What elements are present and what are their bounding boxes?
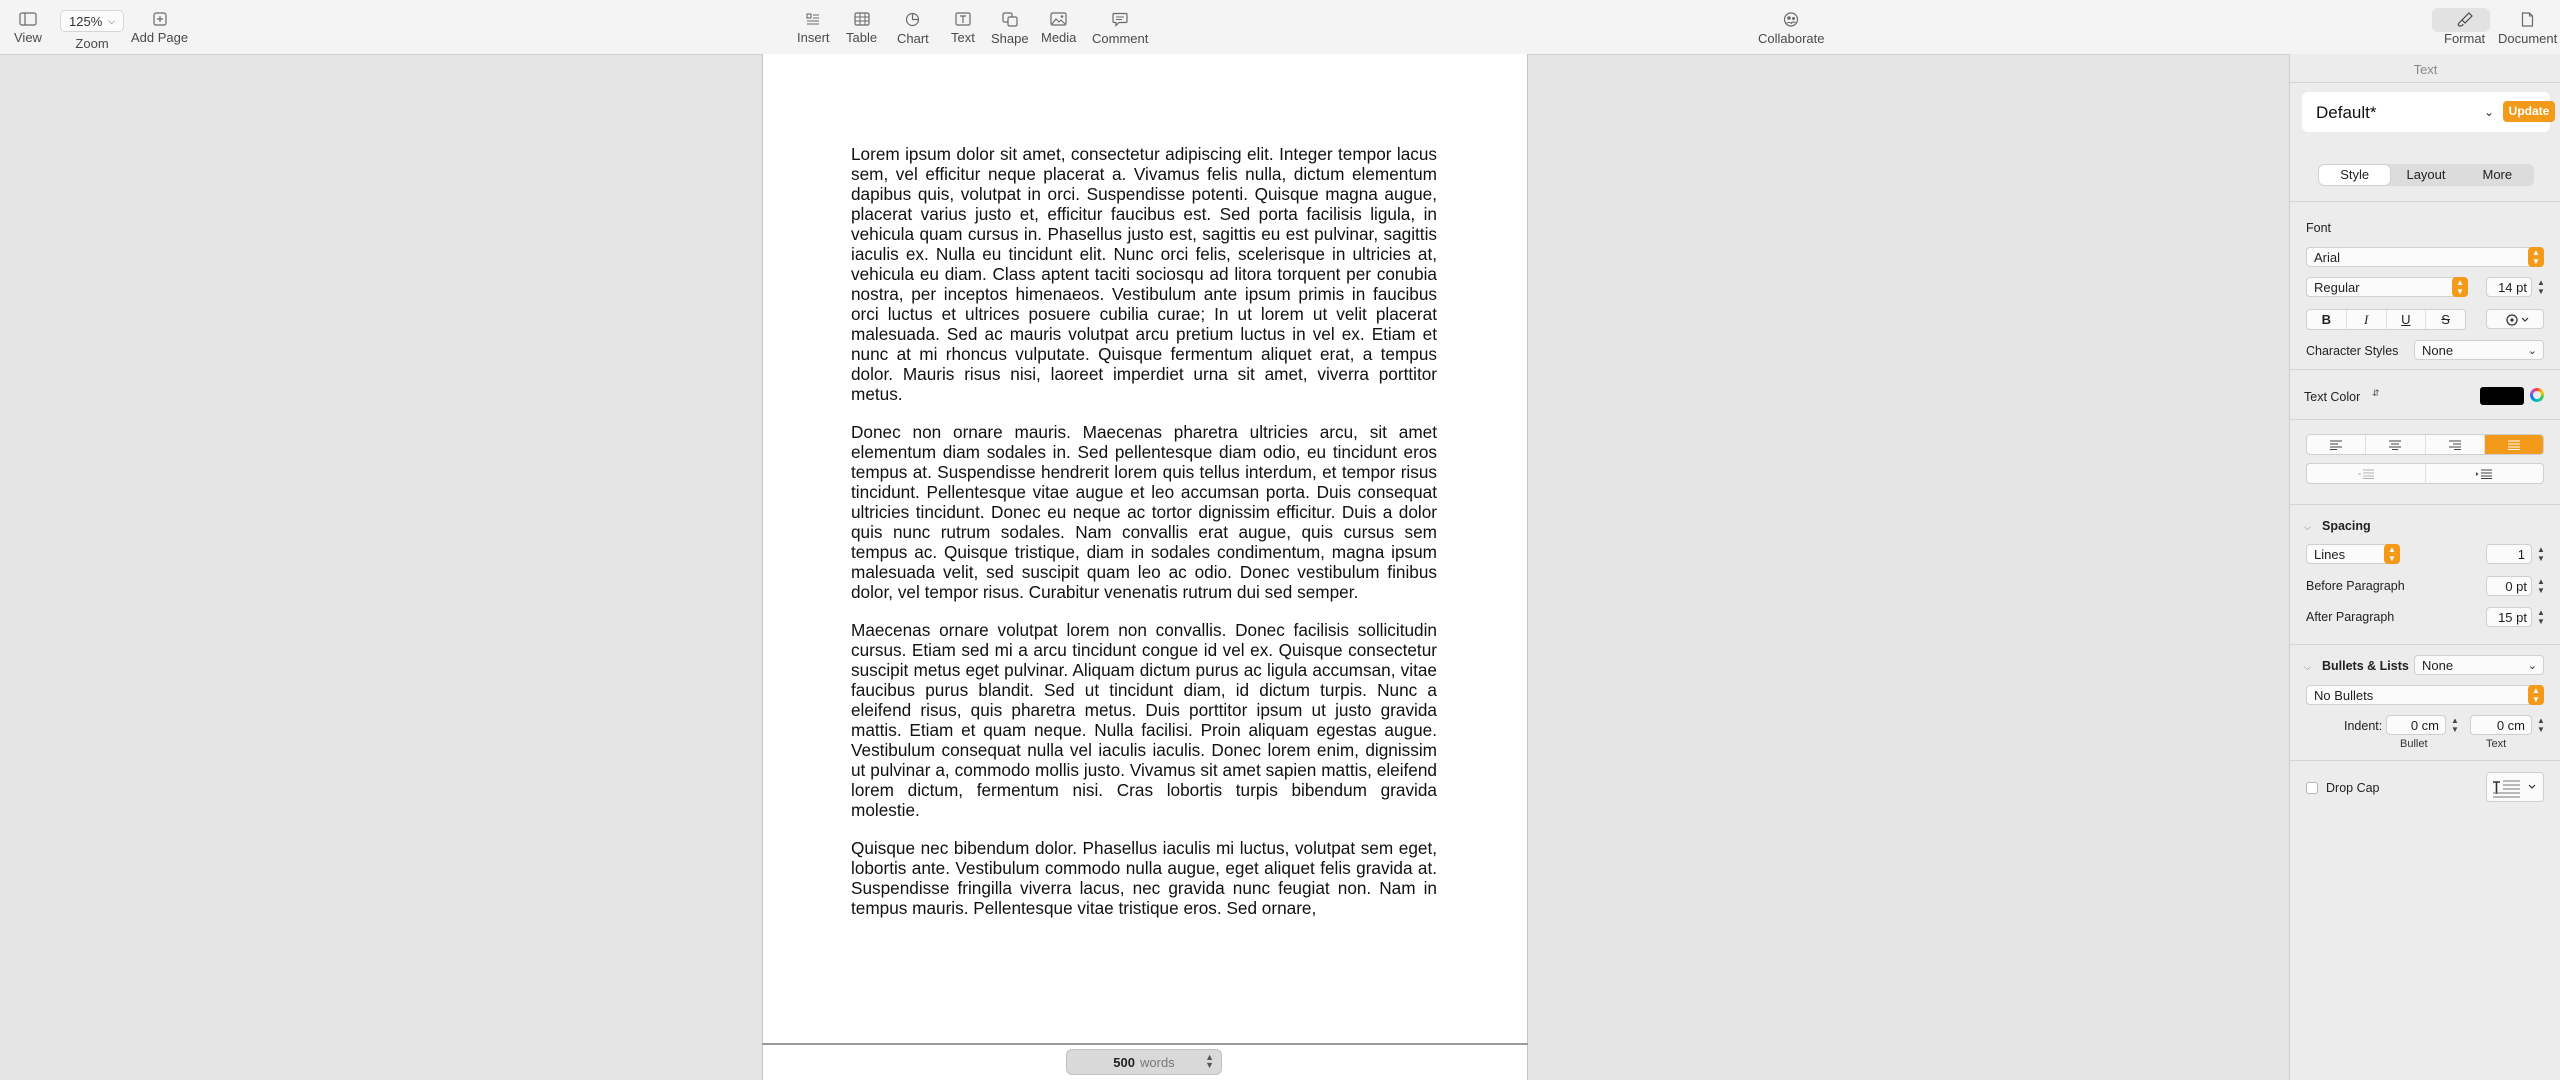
shape-icon — [1002, 12, 1018, 27]
text-color-label[interactable]: Text Color — [2304, 390, 2361, 404]
text-box-icon — [955, 12, 971, 26]
font-family-select[interactable] — [2306, 247, 2544, 267]
bullet-indent-stepper[interactable]: ▲ ▼ — [2451, 716, 2459, 734]
format-label: Format — [2444, 31, 2486, 46]
line-spacing-field[interactable] — [2486, 544, 2532, 564]
justify-icon — [2507, 440, 2521, 450]
before-paragraph-value: 0 pt — [2505, 579, 2527, 594]
font-style-value: Regular — [2314, 280, 2360, 295]
before-paragraph-label: Before Paragraph — [2306, 579, 2405, 593]
bullet-type-value: No Bullets — [2314, 688, 2374, 703]
align-right-icon — [2448, 440, 2462, 450]
before-paragraph-stepper[interactable]: ▲ ▼ — [2537, 577, 2545, 595]
underline-button[interactable]: U — [2387, 310, 2427, 329]
select-chevron-icon: ▲ ▼ — [2452, 277, 2468, 297]
word-count-popup[interactable] — [1066, 1049, 1222, 1075]
after-paragraph-stepper[interactable]: ▲ ▼ — [2537, 608, 2545, 626]
bullet-indent-value: 0 cm — [2410, 718, 2439, 733]
bullet-indent-field[interactable] — [2386, 715, 2446, 735]
spacing-section-label[interactable]: Spacing — [2322, 519, 2371, 533]
paragraph[interactable]: Quisque nec bibendum dolor. Phasellus iaculis mi luctus, volutpat sem eget, lobortis ante. Vestibulum commodo nulla augue, eget aliquet felis gravida at. Suspendisse fringilla viverra lacus, nec gravida nunc feugiat non. Nam in tempus mauris. Pellentesque vitae tristique eros. Sed ornare, — [851, 838, 1437, 918]
italic-button[interactable]: I — [2347, 310, 2387, 329]
tab-style[interactable]: Style — [2319, 165, 2390, 185]
font-size-value: 14 pt — [2498, 280, 2527, 295]
drop-cap-icon — [2487, 773, 2543, 801]
comment-label: Comment — [1092, 31, 1149, 46]
font-style-select[interactable] — [2306, 277, 2468, 297]
chevron-down-icon: ⌄ — [2527, 345, 2537, 357]
photo-icon — [1050, 12, 1067, 26]
collaborate-button[interactable] — [1758, 12, 1825, 46]
inspector-tabs — [2318, 164, 2534, 186]
table-icon — [854, 12, 870, 26]
sidebar-icon — [19, 12, 37, 26]
zoom-value: 125% — [69, 13, 103, 29]
align-right-button[interactable] — [2426, 435, 2485, 454]
bullet-caption: Bullet — [2400, 738, 2428, 750]
chevron-down-icon[interactable]: ⌵ — [2304, 662, 2311, 672]
zoom-label: Zoom — [75, 36, 109, 51]
text-indent-field[interactable] — [2470, 715, 2532, 735]
chevron-down-icon: ⌵ — [108, 15, 116, 26]
align-center-button[interactable] — [2366, 435, 2425, 454]
spacing-mode-value: Lines — [2314, 547, 2346, 562]
view-button[interactable] — [14, 12, 42, 45]
select-chevron-icon: ▲ ▼ — [2528, 247, 2544, 267]
up-down-chevron-icon[interactable]: ⇵ — [2372, 388, 2380, 398]
divider — [2290, 760, 2560, 761]
drop-cap-style-button[interactable] — [2486, 772, 2544, 802]
text-button[interactable] — [951, 12, 975, 45]
align-center-icon — [2388, 440, 2402, 450]
gear-icon — [2503, 311, 2533, 329]
chart-button[interactable] — [897, 12, 929, 46]
character-styles-select[interactable] — [2414, 340, 2544, 360]
text-options-button[interactable] — [2486, 309, 2544, 329]
divider — [2290, 201, 2560, 202]
paragraph-style-name[interactable]: Default* — [2316, 103, 2377, 122]
update-style-button[interactable]: Update — [2503, 101, 2555, 122]
bullet-type-select[interactable] — [2306, 685, 2544, 705]
zoom-dropdown[interactable] — [60, 10, 124, 32]
text-caption: Text — [2486, 738, 2507, 750]
up-down-chevron-icon: ▲ ▼ — [1205, 1052, 1214, 1070]
bullets-lists-label[interactable]: Bullets & Lists — [2322, 659, 2409, 673]
paragraph-style-card — [2302, 92, 2550, 132]
document-icon — [2521, 12, 2534, 27]
font-section-label: Font — [2306, 221, 2332, 235]
character-styles-value: None — [2422, 343, 2454, 358]
paintbrush-icon — [2457, 12, 2473, 27]
comment-icon — [1112, 12, 1128, 27]
document-label: Document — [2498, 31, 2558, 46]
media-label: Media — [1041, 30, 1077, 45]
word-count-value: 500 — [1113, 1054, 1135, 1070]
chart-label: Chart — [897, 31, 929, 46]
list-style-select[interactable] — [2414, 655, 2544, 675]
divider — [2290, 82, 2560, 83]
bold-button[interactable]: B — [2307, 310, 2347, 329]
justify-button[interactable] — [2485, 435, 2543, 454]
align-left-icon — [2329, 440, 2343, 450]
inspector-title: Text — [2413, 62, 2438, 77]
view-label: View — [14, 30, 42, 45]
insert-button[interactable] — [797, 12, 830, 45]
tab-layout[interactable]: Layout — [2406, 167, 2446, 182]
paragraph-insert-icon — [805, 12, 821, 26]
document-button[interactable] — [2498, 12, 2557, 46]
select-chevron-icon: ▲ ▼ — [2384, 544, 2400, 564]
table-button[interactable] — [846, 12, 877, 45]
line-spacing-stepper[interactable]: ▲ ▼ — [2537, 545, 2545, 563]
divider — [2290, 419, 2560, 420]
insert-label: Insert — [797, 30, 830, 45]
shape-button[interactable] — [991, 12, 1029, 46]
format-inspector — [2289, 54, 2560, 1080]
media-button[interactable] — [1041, 12, 1076, 45]
shape-label: Shape — [991, 31, 1029, 46]
align-left-button[interactable] — [2307, 435, 2366, 454]
indent-label: Indent: — [2344, 719, 2383, 733]
chart-icon — [905, 12, 920, 27]
document-body[interactable] — [851, 144, 1437, 936]
after-paragraph-value: 15 pt — [2498, 610, 2527, 625]
chevron-down-icon[interactable]: ⌵ — [2304, 522, 2311, 532]
word-count-unit: words — [1140, 1054, 1175, 1070]
list-style-value: None — [2422, 658, 2454, 673]
tab-more[interactable]: More — [2482, 167, 2513, 182]
chevron-down-icon: ⌄ — [2527, 660, 2537, 672]
toolbar — [0, 0, 2560, 55]
table-label: Table — [846, 30, 878, 45]
paragraph[interactable]: Lorem ipsum dolor sit amet, consectetur adipiscing elit. Integer tempor lacus sem, vel efficitur neque placerat a. Vivamus felis nulla, dictum elementum dapibus quis, volutpat in orci. Suspendisse potenti. Quisque magna augue, placerat varius justo et, efficitur faucibus est. Sed porta facilisis ligula, in vehicula quam cursus in. Phasellus justo est, sagittis eu est pulvinar, sagittis iaculis ex. Nulla eu tincidunt elit. Nunc orci felis, scelerisque in ultricies at, vehicula eu diam. Class aptent taciti sociosqu ad litora torquent per conubia nostra, per inceptos himenaeos. Vestibulum ante ipsum primis in faucibus orci luctus et ultrices posuere cubilia curae; In ut lorem ut velit placerat malesuada. Sed ac mauris volutpat arcu pretium luctus in vel ex. Etiam et nunc at mi rhoncus vulputate. Quisque fermentum aliquet erat, a tempus dolor. Mauris risus nisi, laoreet imperdiet urna sit amet, viverra porttitor metus. — [851, 144, 1437, 404]
spacing-mode-select[interactable] — [2306, 544, 2400, 564]
select-chevron-icon: ▲ ▼ — [2528, 685, 2544, 705]
color-wheel-icon[interactable] — [2530, 388, 2544, 402]
paragraph[interactable]: Maecenas ornare volutpat lorem non convallis. Donec facilisis sollicitudin cursus. Etiam sed mi a arcu tincidunt congue id vel ex. Quisque consectetur suscipit metus eget pulvinar. Aliquam dictum purus ac ligula accumsan, vitae faucibus purus blandit. Sed ut tincidunt diam, id dictum turpis. Nunc a eleifend risus, quis pharetra metus. Duis porttitor ipsum ut justo gravida mattis. Etiam et quam neque. Nulla facilisi. Proin aliquam egestas augue. Vestibulum consequat nulla vel iaculis iaculis. Donec lorem enim, dignissim ut pulvinar a, commodo mollis justo. Vivamus sit amet sapien mattis, eleifend lorem dictum, fermentum nisi. Cras lobortis turpis bibendum gravida molestie. — [851, 620, 1437, 820]
collaborate-icon — [1782, 12, 1800, 27]
line-spacing-value: 1 — [2517, 547, 2525, 562]
add-page-button[interactable] — [131, 12, 188, 45]
font-size-field[interactable] — [2486, 277, 2532, 297]
text-label: Text — [951, 30, 975, 45]
increase-indent-button[interactable] — [2426, 464, 2544, 483]
indent-icon — [2475, 469, 2493, 479]
after-paragraph-label: After Paragraph — [2306, 610, 2395, 624]
zoom-control[interactable] — [60, 10, 124, 51]
font-family-value: Arial — [2314, 250, 2341, 265]
alignment-buttons — [2306, 434, 2544, 455]
divider — [2290, 369, 2560, 370]
text-style-buttons — [2306, 309, 2466, 330]
text-indent-value: 0 cm — [2496, 718, 2525, 733]
drop-cap-checkbox[interactable] — [2306, 782, 2318, 794]
divider — [2290, 504, 2560, 505]
text-color-swatch[interactable] — [2480, 387, 2524, 405]
font-size-stepper[interactable]: ▲ ▼ — [2537, 278, 2545, 296]
drop-cap-label: Drop Cap — [2326, 781, 2380, 795]
strikethrough-button[interactable]: S — [2441, 312, 2450, 327]
format-button[interactable] — [2444, 12, 2485, 46]
outdent-icon — [2357, 469, 2375, 479]
indent-buttons — [2306, 463, 2544, 484]
chevron-down-icon[interactable]: ⌄ — [2484, 105, 2495, 119]
add-page-label: Add Page — [131, 30, 189, 45]
collaborate-label: Collaborate — [1758, 31, 1825, 46]
comment-button[interactable] — [1092, 12, 1148, 46]
after-paragraph-field[interactable] — [2486, 607, 2532, 627]
divider — [2290, 644, 2560, 645]
decrease-indent-button[interactable] — [2307, 464, 2426, 483]
text-indent-stepper[interactable]: ▲ ▼ — [2537, 716, 2545, 734]
character-styles-label: Character Styles — [2306, 344, 2399, 358]
paragraph[interactable]: Donec non ornare mauris. Maecenas pharetra ultricies arcu, sit amet elementum diam sodales in. Sed pellentesque diam odio, eu tincidunt eros tempus at. Suspendisse hendrerit lorem quis tellus interdum, et tempor risus tincidunt. Pellentesque vitae augue et leo accumsan porta. Duis consequat ultricies tincidunt. Donec eu neque ac tortor dignissim efficitur. Duis a dolor quis nunc rutrum sodales. Nam convallis erat augue, quis cursus sem tempus ac. Quisque tristique, diam in sodales condimentum, magna ipsum malesuada velit, sed suscipit quam leo ac odio. Donec vestibulum finibus dolor, vel tempor risus. Curabitur venenatis rutrum dui sed semper. — [851, 422, 1437, 602]
plus-page-icon — [153, 12, 167, 26]
before-paragraph-field[interactable] — [2486, 576, 2532, 596]
